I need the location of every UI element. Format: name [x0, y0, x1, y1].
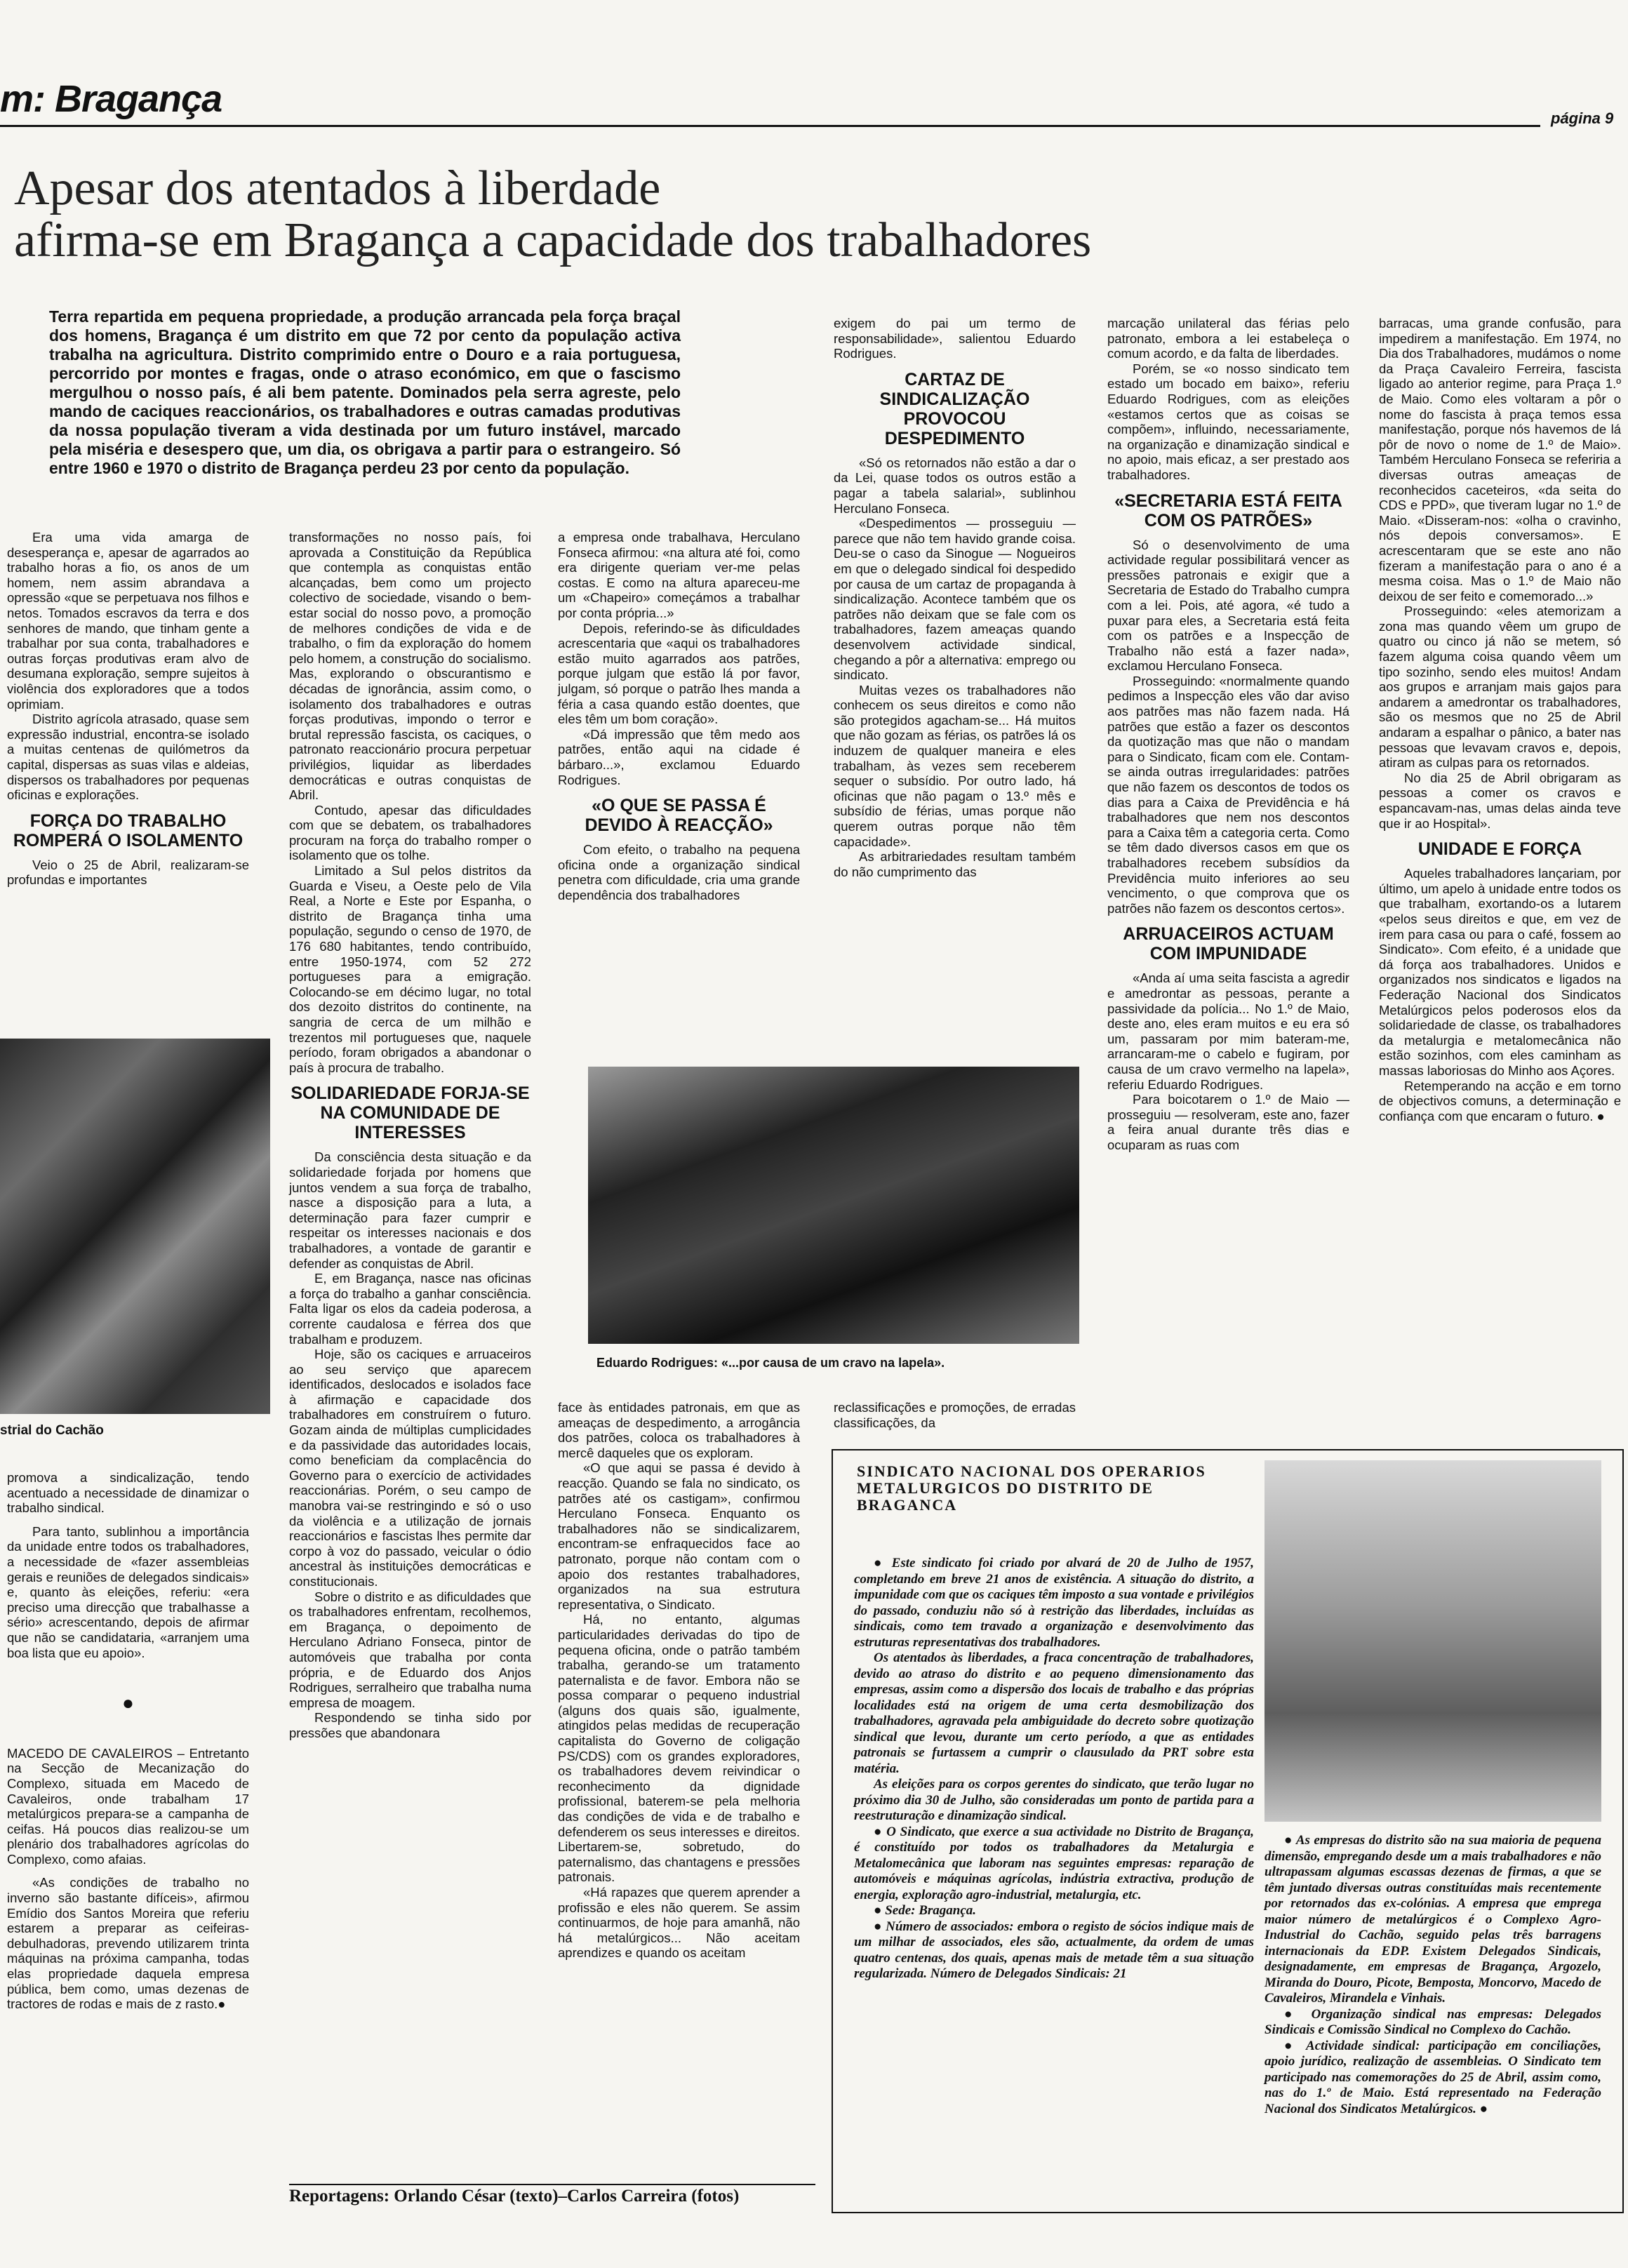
paragraph: «Há rapazes que querem aprender a profissão e eles não querem. Se assim continuarmos, de hoje para amanhã, não há metalúrgicos... Não aceitam aprendizes e quando os aceitam [558, 1885, 800, 1961]
paragraph: Depois, referindo-se às dificuldades acrescentaria que «aqui os trabalhadores estão muito agarrados aos patrões, porque julgam que estão lá por favor, julgam, só porque o patrão lhes manda a féria a casa quando estão doentes, que eles têm um bom coração». [558, 620, 800, 727]
paragraph: barracas, uma grande confusão, para impedirem a manifestação. Em 1974, no Dia dos Trabalhadores, mudámos o nome da Praça Cavaleiro Ferreira, fascista ligado ao anterior regime, para Praça 1.º de Maio. Como eles voltaram a pôr o nome do fascista à praça temos essa manifestação, porque nós havemos de lá pôr de novo o nome de 1.º de Maio». Também Herculano Fonseca se referiria a diversas outras ameaças de reconhecidos caceteiros, «da seita do CDS e PPD», que tiveram lugar no 1.º de Maio. «Disseram-nos: «olha o cravinho, nós depois conversamos». E acrescentaram que se este ano não fizeram a manifestação para o ano é a mesma coisa. Mas o 1.º de Maio não deixou de ser feito e comemorado...» [1379, 316, 1621, 603]
subheading: «SECRETARIA ESTÁ FEITA COM OS PATRÕES» [1114, 491, 1342, 531]
paragraph: reclassificações e promoções, de erradas classificações, da [834, 1400, 1076, 1430]
box-left-column [854, 1556, 1254, 1982]
paragraph: «Só os retornados não estão a dar o da Lei, quase todos os outros estão a pagar a tabela salarial», sublinhou Herculano Fonseca. [834, 455, 1076, 516]
paragraph: ● Actividade sindical: participação em conciliações, apoio jurídico, realização de assembleias. O Sindicato tem participado nas comemorações do 25 de Abril, assim como, nas do 1.º de Maio. Está representado na Federação Nacional dos Sindicatos Metalúrgicos. ● [1265, 2038, 1601, 2116]
column-4-top [834, 316, 1076, 879]
reporting-credit: Reportagens: Orlando César (texto)–Carlos Carreira (fotos) [289, 2184, 815, 2206]
paragraph: Distrito agrícola atrasado, quase sem expressão industrial, encontra-se isolado a muitas centenas de quilómetros da capital, dispersas as suas vilas e aldeias, dispersos os trabalhadores por pequenas oficinas e explorações. [7, 712, 249, 803]
union-info-box [832, 1449, 1624, 2213]
paragraph: E, em Bragança, nasce nas oficinas a força do trabalho a ganhar consciência. Falta ligar os elos da cadeia poderosa, a corrente caudalosa e férrea dos que trabalham e produzem. [289, 1271, 531, 1347]
paragraph: MACEDO DE CAVALEIROS – Entretanto na Secção de Mecanização do Complexo, situada em Macedo de Cavaleiros, onde trabalham 17 metalúrgicos prepara-se a campanha de ceifas. Há poucos dias realizou-se um plenário dos trabalhadores agrícolas do Complexo, como afaias. [7, 1745, 249, 1867]
paragraph: ● Número de associados: embora o registo de sócios indique mais de um milhar de associados, eles são, actualmente, da ordem de umas quatro centenas, dos quais, apenas mais de metade têm a sua situação regularizada. Número de Delegados Sindicais: 21 [854, 1919, 1254, 1981]
paragraph: ● Sede: Bragança. [874, 1903, 977, 1918]
headline-line-1: Apesar dos atentados à liberdade [14, 161, 661, 215]
paragraph: Os atentados às liberdades, a fraca concentração de trabalhadores, devido ao atraso do distrito e ao pequeno dimensionamento das empresas, assim como a dispersão dos locais de trabalho e das próprias localidades está na origem de uma certa desmobilização dos trabalhadores, agravada pela ambiguidade do decreto sobre quotização sindical que levou, durante um certo período, a que as entidades patronais se furtassem a cumprir o clausulado da PRT sobre esta matéria. [854, 1650, 1254, 1776]
subheading: «O QUE SE PASSA É DEVIDO À REACÇÃO» [585, 796, 773, 836]
box-right-column [1265, 1833, 1601, 2117]
headline-line-2: afirma-se em Bragança a capacidade dos trabalhadores [14, 213, 1092, 267]
paragraph: Hoje, são os caciques e arruaceiros ao seu serviço que aparecem identificados, deslocados e isolados face à afirmação e capacidade dos trabalhadores em construírem o futuro. Gozam ainda de múltiplas cumplicidades e da passividade das autoridades locais, como beneficiam da complacência do Governo para o exercício de actividades reaccionárias. Porém, o seu campo de manobra vai-se restringindo e só o uso da violência e a utilização de jornais reaccionários e fascistas lhes permite dar corpo à voz do passado, veicular o ódio ancestral às instituições democráticas e constitucionais. [289, 1347, 531, 1589]
paragraph: No dia 25 de Abril obrigaram as pessoas a comer os cravos e espancavam-nas, umas delas ainda teve que ir ao Hospital». [1379, 770, 1621, 831]
paragraph: face às entidades patronais, em que as ameaças de despedimento, a arrogância dos patrões, coloca os trabalhadores à mercê daqueles que os exploram. [558, 1400, 800, 1460]
paragraph: Limitado a Sul pelos distritos da Guarda e Viseu, a Oeste pelo de Vila Real, a Norte e Este por Espanha, o distrito de Bragança tinha uma população, segundo o censo de 1970, de 176 680 habitantes, tendo contribuído, entre 1950-1974, com 52 272 portugueses para a emigração. Colocando-se em décimo lugar, no total dos dezoito distritos do continente, na sangria de cerca de um milhão e trezentos mil portugueses que, naquele período, foram obrigados a abandonar o país à procura de trabalho. [289, 863, 531, 1075]
paragraph: Retemperando na acção e em torno de objectivos comuns, a determinação e confiança com que encaram o futuro. ● [1379, 1078, 1621, 1123]
paragraph: «O que aqui se passa é devido à reacção. Quando se fala no sindicato, os patrões até os castigam», confirmou Herculano Fonseca. Enquanto os trabalhadores não se sindicalizarem, encontram-se enfraquecidos face ao patronato, porque não contam com o apoio dos restantes trabalhadores, organizados na sua estrutura representativa, o Sindicato. [558, 1460, 800, 1612]
headline [14, 163, 1558, 267]
paragraph: «Despedimentos — prosseguiu — parece que não tem havido grande coisa. Deu-se o caso da Sinogue — Nogueiros em que o delegado sindical foi despedido por causa de um cartaz de propaganda à sindicalização. Acontece também que os patrões não deixam que se fale com os trabalhadores, fazem ameaças quando desenvolvem actividade sindical, chegando a pôr a alternativa: emprego ou sindicato. [834, 516, 1076, 683]
paragraph: «Anda aí uma seita fascista a agredir e amedrontar as pessoas, perante a passividade da polícia... No 1.º de Maio, deste ano, eles eram muitos e eu era só um, passaram por mim bateram-me, arrancaram-me o cabelo e fugiram, por causa de um cravo vermelho na lapela», referiu Eduardo Rodrigues. [1107, 970, 1349, 1092]
paragraph: ● O Sindicato, que exerce a sua actividade no Distrito de Bragança, é constituído por todos os trabalhadores da Metalurgia e Metalomecânica que laboram nas seguintes empresas: reparação de automóveis e máquinas agrícolas, indústria extractiva, produção de energia, exploração agro-industrial, metalurgia, etc. [854, 1824, 1254, 1902]
photo-union-building [1265, 1460, 1601, 1822]
subheading: FORÇA DO TRABALHO ROMPERÁ O ISOLAMENTO [13, 811, 243, 850]
section-title: m: Bragança [0, 78, 222, 120]
photo-eduardo-rodrigues [588, 1067, 1079, 1344]
paragraph: Para boicotarem o 1.º de Maio — prosseguiu — resolveram, este ano, fazer a feira anual durante três dias e ocuparam as ruas com [1107, 1092, 1349, 1152]
paragraph: Há, no entanto, algumas particularidades derivadas do tipo de pequena oficina, onde o patrão também trabalha, gerando-se um tratamento paternalista e de favor. Embora não se possa comparar o pequeno industrial (alguns dos quais são, igualmente, atingidos pelas medidas de recuperação capitalista do Governo de coligação PS/CDS) com os grandes exploradores, os trabalhadores devem reivindicar o reconhecimento da dignidade profissional, baterem-se pela melhoria das condições de vida e de trabalho e defenderem os seus interesses e direitos. Libertarem-se, sobretudo, do paternalismo, das chantagens e pressões patronais. [558, 1612, 800, 1885]
paragraph: transformações no nosso país, foi aprovada a Constituição da República que contempla as conquistas então alcançadas, bem como um projecto colectivo de sociedade, visando o bem-estar social do nosso povo, a promoção de melhores condições de vida e de trabalho, o fim da exploração do homem pelo homem, a construção do socialismo. Mas, explorando o obscurantismo e décadas de ignorância, assim como, o isolamento dos trabalhadores e outras forças produtivas, impondo o terror e brutal repressão fascista, os caciques, o patronato reaccionário procura perpetuar privilégios, liquidar as liberdades democráticas e outras conquistas de Abril. [289, 530, 531, 803]
paragraph: Contudo, apesar das dificuldades com que se debatem, os trabalhadores procuram na força do trabalho romper o isolamento que os tolhe. [289, 802, 531, 863]
paragraph: Sobre o distrito e as dificuldades que os trabalhadores enfrentam, recolhemos, em Bragança, o depoimento de Herculano Adriano Fonseca, pintor de automóveis que trabalha por conta própria, e de Eduardo dos Anjos Rodrigues, serralheiro que trabalha numa empresa de moagem. [289, 1589, 531, 1710]
subheading: SOLIDARIEDADE FORJA-SE NA COMUNIDADE DE INTERESSES [291, 1083, 530, 1143]
paragraph: Para tanto, sublinhou a importância da unidade entre todos os trabalhadores, a necessidade de «fazer assembleias gerais e reuniões de delegados sindicais» e, quanto às eleições, referiu: «era preciso uma direcção que trabalhasse a sério» acrescentando, depois de afirmar que não se candidataria, «arranjem uma boa lista que eu apoio». [7, 1523, 249, 1660]
paragraph: Respondendo se tinha sido por pressões que abandonara [289, 1710, 531, 1740]
paragraph: Porém, se «o nosso sindicato tem estado um bocado em baixo», referiu Eduardo Rodrigues, com as eleições «estamos certos que as coisas se compõem», influindo, necessariamente, na organização e dinamização sindical e no apoio, mais eficaz, a ser prestado aos trabalhadores. [1107, 361, 1349, 482]
bullet-separator: ● [122, 1692, 134, 1714]
page-number: página 9 [1551, 109, 1614, 127]
column-5 [1107, 316, 1349, 1153]
paragraph: Prosseguindo: «normalmente quando pedimos a Inspecção eles vão dar aviso aos patrões mas não fazem nada. Há patrões que estão a fazer os descontos da quotização mas que não o mandam para o Sindicato, ficam com ele. Contam-se ainda outras irregularidades: patrões que não fazem os descontos de todos os dias para a Caixa de Previdência e há trabalhadores que nem nos descontos para a Caixa têm a categoria certa. Como se têm dado diversos casos em que os trabalhadores recebem subsídios da Previdência muito inferiores ao seu vencimento, o que comprova que os patrões não fazem os descontos certos». [1107, 673, 1349, 916]
subheading: ARRUACEIROS ACTUAM COM IMPUNIDADE [1123, 924, 1334, 964]
subheading: CARTAZ DE SINDICALIZAÇÃO PROVOCOU DESPEDIMENTO [879, 369, 1030, 448]
paragraph: Era uma vida amarga de desesperança e, apesar de agarrados ao trabalho horas a fio, os anos de um homem, nem assim abrandava a opressão «que se perpetuava nos filhos e netos. Tomados escravos da terra e dos senhores de mando, que tinham gente a trabalhar por sua conta, trabalhadores e outras forças produtivas eram alvo de desumana exploração, sempre sujeitos à violência dos exploradores que a todos oprimiam. [7, 530, 249, 712]
paragraph: a empresa onde trabalhava, Herculano Fonseca afirmou: «na altura até foi, como era dirigente queriam ver-me pelas costas. E como na altura apareceu-me um «Chapeiro» começámos a trabalhar por conta própria...» [558, 530, 800, 620]
column-6 [1379, 316, 1621, 1123]
photo-caption: strial do Cachão [0, 1423, 104, 1438]
column-4-bottom [834, 1400, 1076, 1430]
paragraph: As arbitrariedades resultam também do não cumprimento das [834, 849, 1076, 879]
box-title: SINDICATO NACIONAL DOS OPERARIOS METALURGICOS DO DISTRITO DE BRAGANCA [857, 1462, 1206, 1514]
column-1-bottom [7, 1470, 249, 2012]
paragraph: Veio o 25 de Abril, realizaram-se profundas e importantes [7, 857, 249, 888]
column-2 [289, 530, 531, 1741]
paragraph: «As condições de trabalho no inverno são bastante difíceis», afirmou Emídio dos Santos Moreira que referiu estarem a preparar as ceifeiras-debulhadoras, prevendo utilizarem trinta máquinas na próxima campanha, todas elas propriedade daquela empresa pública, bem como, umas dezenas de tractores de rodas e mais de z rasto.● [7, 1875, 249, 2012]
column-1-top [7, 530, 249, 888]
paragraph: Com efeito, o trabalho na pequena oficina onde a organização sindical penetra com dificuldade, cria uma grande dependência dos trabalhadores [558, 842, 800, 902]
paragraph: exigem do pai um termo de responsabilidade», salientou Eduardo Rodrigues. [834, 316, 1076, 361]
paragraph: promova a sindicalização, tendo acentuado a necessidade de dinamizar o trabalho sindical. [7, 1470, 249, 1516]
photo-caption: Eduardo Rodrigues: «...por causa de um cravo na lapela». [596, 1356, 945, 1370]
paragraph: ● As empresas do distrito são na sua maioria de pequena dimensão, empregando desde um a mais trabalhadores e não ultrapassam algumas escassas dezenas de firmas, a que se têm juntado diversas outras constituídas mais recentemente por retornados das ex-colónias. A empresa que emprega maior número de metalúrgicos é o Complexo Agro-Industrial do Cachão, seguido pelas três barragens internacionais da EDP. Existem Delegados Sindicais, designadamente, em empresas de Bragança, Argozelo, Miranda do Douro, Picote, Bemposta, Moncorvo, Macedo de Cavaleiros, Mirandela e Vinhais. [1265, 1833, 1601, 2006]
paragraph: As eleições para os corpos gerentes do sindicato, que terão lugar no próximo dia 30 de Julho, são consideradas um ponto de partida para a reestruturação e dinamização sindical. [854, 1777, 1254, 1823]
paragraph: Prosseguindo: «eles atemorizam a zona mas quando vêem um grupo de quatro ou cinco já não se metem, só fazem alguma coisa quando vêem um tipo sozinho, sendo eles muitos! Andam aos grupos e arranjam mais gajos para andarem a amedrontar os trabalhadores, são os mesmos que no 25 de Abril andaram a espalhar o pânico, a bater nas pessoas que levavam cravos e, depois, atiram as culpas para os retornados. [1379, 603, 1621, 771]
lede-paragraph: Terra repartida em pequena propriedade, a produção arrancada pela força braçal dos homens, Bragança é um distrito em que 72 por cento da população activa trabalha na agricultura. Distrito comprimido entre o Douro e a raia portuguesa, percorrido por montes e fragas, onde o atraso económico, em que o fascismo mergulhou o nosso país, é ali bem patente. Dominados pela serra agreste, pelo mando de caciques reaccionários, os trabalhadores e outras camadas produtivas da nossa população tiveram a vida destinada por um futuro instável, marcado pela miséria e desespero que, um dia, os obrigava a partir para o estrangeiro. Só entre 1960 e 1970 o distrito de Bragança perdeu 23 por cento da população. [49, 307, 681, 477]
paragraph: ● Este sindicato foi criado por alvará de 20 de Julho de 1957, completando em breve 21 anos de existência. A situação do distrito, a impunidade com que os caciques têm imposto a sua vontade e privilégios do passado, conduziu não só à restrição das liberdades, incluídas as sindicais, como tem travado a organização e desenvolvimento das estruturas representativas dos trabalhadores. [854, 1556, 1254, 1650]
paragraph: «Dá impressão que têm medo aos patrões, então aqui na cidade é bárbaro...», exclamou Eduardo Rodrigues. [558, 726, 800, 787]
paragraph: ● Organização sindical nas empresas: Delegados Sindicais e Comissão Sindical no Complexo do Cachão. [1265, 2006, 1601, 2037]
column-3-bottom [558, 1400, 800, 1961]
paragraph: marcação unilateral das férias pelo patronato, embora a lei estabeleça o comum acordo, e da falta de liberdades. [1107, 316, 1349, 361]
photo-factory [0, 1039, 270, 1414]
paragraph: Aqueles trabalhadores lançariam, por último, um apelo à unidade entre todos os que trabalham, exortando-os a lutarem «pelos seus direitos e que, em vez de irem para casa ou para o café, fossem ao Sindicato». Com efeito, é a unidade que dá força aos trabalhadores. Unidos e organizados nos sindicatos e ligados na Federação Nacional dos Sindicatos Metalúrgicos pelos poderosos elos da solidariedade de classe, os trabalhadores da metalurgia e metalomecânica não estão sozinhos, com eles caminham as massas laboriosas do Minho aos Açores. [1379, 866, 1621, 1078]
paragraph: Da consciência desta situação e da solidariedade forjada por homens que juntos vendem a sua força de trabalho, nasce a disposição para a luta, a determinação para fazer cumprir e respeitar os interesses nacionais e dos trabalhadores, a vontade de garantir e defender as conquistas de Abril. [289, 1149, 531, 1271]
paragraph: Muitas vezes os trabalhadores não conhecem os seus direitos e como não são protegidos agacham-se... Há muitos que não gozam as férias, os patrões lá os induzem de qualquer maneira e eles trabalham, às vezes sem receberem sequer o subsídio. Por outro lado, há oficinas que não pagam o 13.º mês e subsídio de férias, umas porque não querem outras porque não têm capacidade». [834, 682, 1076, 849]
paragraph: Só o desenvolvimento de uma actividade regular possibilitará vencer as pressões patronais e exigir que a Secretaria de Estado do Trabalho cumpra com a lei. Pois, até agora, «é tudo a puxar para eles, a Secretaria está feita com os patrões e a Inspecção de Trabalho não está a fazer nada», exclamou Herculano Fonseca. [1107, 537, 1349, 674]
subheading: UNIDADE E FORÇA [1417, 839, 1582, 860]
column-3-top [558, 530, 800, 902]
header-rule [0, 125, 1540, 127]
